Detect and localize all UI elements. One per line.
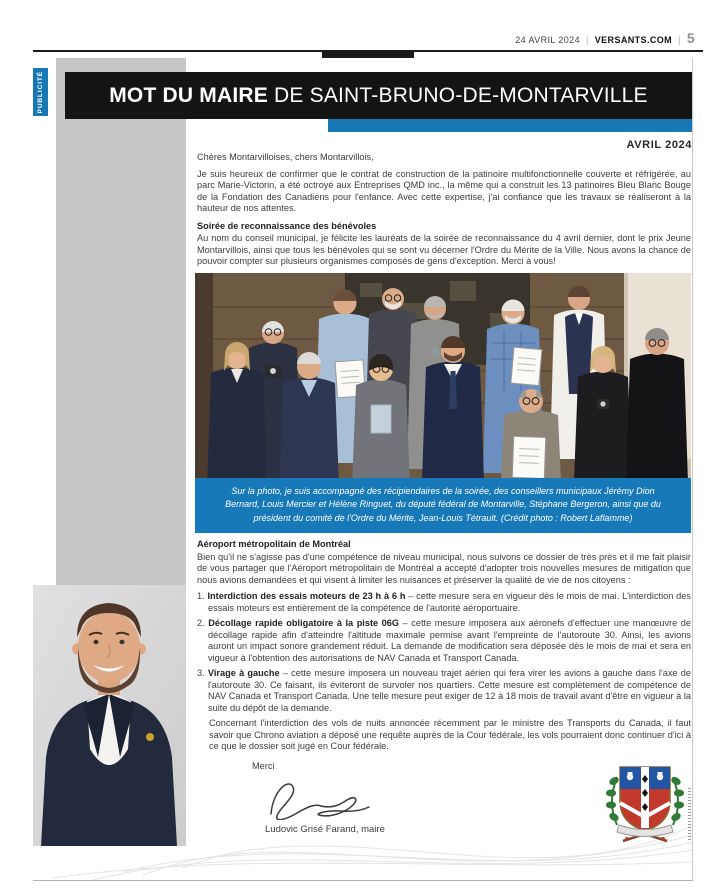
- signer-name: Ludovic Grisé Farand, maire: [265, 823, 385, 835]
- page-bottom-rule: [33, 880, 693, 881]
- page-title-rest: DE SAINT-BRUNO-DE-MONTARVILLE: [267, 83, 648, 107]
- measure-number: 2.: [197, 618, 205, 628]
- airport-measure-3: [197, 668, 691, 714]
- subhead-volunteers: Soirée de reconnaissance des bénévoles: [197, 220, 377, 231]
- masthead-separator: |: [586, 35, 589, 45]
- masthead: [515, 30, 695, 46]
- measure-title: Virage à gauche: [207, 668, 280, 678]
- mayor-portrait: [33, 585, 186, 846]
- greeting: Chères Montarvilloises, chers Montarvillois,: [197, 152, 374, 162]
- header-thick-tab: [322, 50, 414, 58]
- airport-measure-2: [197, 618, 691, 664]
- measure-title: Décollage rapide obligatoire à la piste 06G: [208, 618, 400, 628]
- accent-blue-bar: [328, 119, 692, 132]
- masthead-site: VERSANTS.COM: [594, 35, 673, 45]
- airport-measure-1: [197, 591, 691, 614]
- paragraph-volunteers: Au nom du conseil municipal, je félicite les lauréats de la soirée de reconnaissance du 4 avril dernier, dont le prix Jeune Montarvillois, ainsi que tous les bénévoles qui se sont vu décerner l'Ordre du Mérite de la Ville. Nous avons la chance de pouvoir compter sur plusieurs organismes composés de gens d'exception. Merci à vous!: [197, 233, 691, 266]
- measure-title: Interdiction des essais moteurs de 23 h à 6 h: [207, 591, 406, 601]
- coat-of-arms: [605, 763, 685, 851]
- page-right-border: [692, 58, 693, 881]
- measure-text: – cette mesure imposera un nouveau trajet aérien qui fera virer les avions à gauche dans l'axe de l'autoroute 30. Ce faisant, ils éviteront de survoler nos quartiers. Cette mesure est complètement de compétence de NAV Canada et Transport Canada. Une telle mesure peut exiger de 12 à 18 mois de travail avant d'être en vigueur à la suite du dépôt de la demande.: [208, 668, 691, 713]
- measure-number: 1.: [197, 591, 205, 601]
- photo-caption: Sur la photo, je suis accompagné des récipiendaires de la soirée, des conseillers municipaux Jérémy Dion Bernard, Louis Mercier et Hélène Ringuet, du député fédéral de Montarville, Stéphane Bergeron, ainsi que du président du comité de l'Ordre du Mérite, Jean-Louis Tétrault. (Crédit photo : Robert Laflamme): [195, 478, 691, 534]
- letter-content: [197, 152, 691, 840]
- publicite-tag: [33, 68, 48, 116]
- paragraph-airport: Bien qu'il ne s'agisse pas d'une compétence de niveau municipal, nous suivons ce dossier de très près et il me fait plaisir de vous partager que l'Aéroport métropolitain de Montréal a accepté d'adopter trois nouvelles mesures de mitigation que nous avions demandées et qui visent à limiter les nuisances et préserver la qualité de vie de nos citoyens :: [197, 551, 691, 585]
- measure-text: – cette mesure imposera aux aéronefs d'effectuer une manœuvre de décollage rapide afin d'atteindre l'altitude maximale permise avant l'empreinte de l'autoroute 30. Ainsi, les avions auront un impact sonore grandement réduit. La demande de modification sera déposée dès le mois de mai et sera en vigueur à l'obtention des autorisations de NAV Canada et Transport Canada.: [208, 618, 691, 663]
- page-title-bold: MOT DU MAIRE: [109, 83, 268, 107]
- group-photo-illustration: [195, 273, 691, 478]
- page-title: [109, 84, 648, 108]
- paragraph-rink: Je suis heureux de confirmer que le contrat de construction de la patinoire multifonctionnelle couverte et réfrigérée, au parc Marie-Victorin, a été octroyé aux Entreprises QMD inc., la même qui a construit les 13 patinoires Bleu Blanc Bouge de la Fondation des Canadiens pour l'enfance. Avec cette expertise, j'ai confiance que les travaux se réaliseront à la hauteur de nos attentes.: [197, 168, 691, 213]
- measure-text: – cette mesure sera en vigueur dès le mois de mai. L'interdiction des essais moteurs est entièrement de la compétence de l'autorité aéroportuaire.: [208, 591, 691, 613]
- mayor-signature: [257, 774, 377, 820]
- masthead-separator: |: [678, 35, 681, 45]
- page-number: 5: [686, 30, 695, 46]
- ad-reference-code: [688, 788, 691, 840]
- closing: Merci: [252, 760, 275, 771]
- subhead-airport: Aéroport métropolitain de Montréal: [197, 539, 351, 549]
- publicite-label: PUBLICITÉ: [37, 70, 44, 114]
- title-banner: [65, 72, 692, 119]
- group-photo: [195, 273, 691, 478]
- measure-number: 3.: [197, 668, 205, 678]
- paragraph-night-flights: Concernant l'interdiction des vols de nuits annoncée récemment par le ministre des Transports du Canada, il faut savoir que Chrono aviation a déposé une requête auprès de la Cour fédérale, les vols pourraient donc continuer d'ici à ce que le dossier soit jugé en Cour fédérale.: [209, 718, 691, 751]
- masthead-date: 24 AVRIL 2024: [515, 35, 580, 45]
- issue-date: AVRIL 2024: [626, 139, 692, 151]
